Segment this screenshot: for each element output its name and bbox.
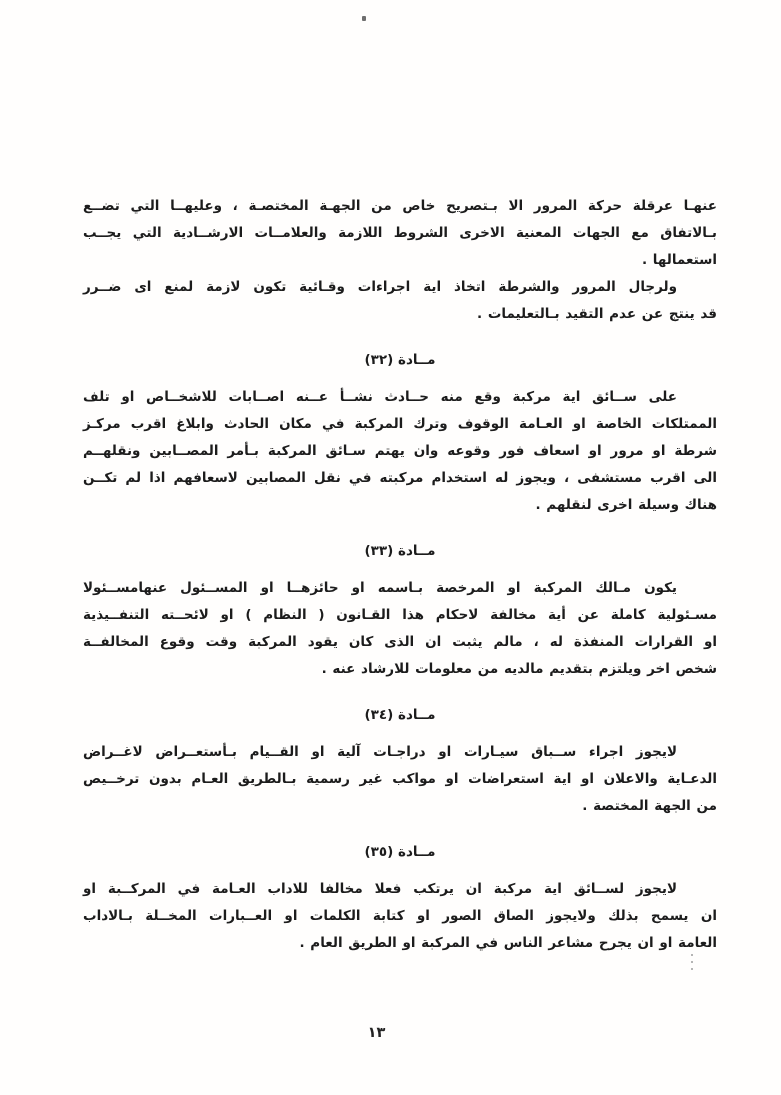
text-line: الى اقرب مستشفى ، ويجوز له استخدام مركبته في نقل المصابين لاسعافهم اذا لم تكــن bbox=[83, 470, 717, 486]
body-paragraph bbox=[83, 274, 717, 328]
text-line: او القرارات المنفذة له ، مالم يثبت ان الذى كان يقود المركبة وقت وقوع المخالفــة bbox=[83, 634, 717, 650]
article-heading: مــادة (٣٢) bbox=[364, 352, 436, 368]
body-paragraph bbox=[83, 876, 717, 957]
text-line: من الجهة المختصة . bbox=[582, 798, 717, 814]
text-line: استعمالها . bbox=[641, 252, 717, 268]
text-line: يكون مـالك المركبة او المرخصة بـاسمه او حائزهــا او المســئول عنهامســئولا bbox=[83, 580, 677, 596]
text-line: ولرجال المرور والشرطة اتخاذ اية اجراءات وقـائية تكون لازمة لمنع اى ضــرر bbox=[83, 279, 677, 295]
text-column bbox=[83, 193, 717, 957]
body-paragraph bbox=[83, 384, 717, 519]
text-line: ان يسمح بذلك ولايجوز الصاق الصور او كتابة الكلمات او العــبارات المخــلة بـالاداب bbox=[83, 908, 717, 924]
text-line: الدعـاية والاعلان او اية استعراضات او مواكب غير رسمية بـالطريق العـام بدون ترخــيص bbox=[83, 771, 717, 787]
article-heading: مــادة (٣٤) bbox=[364, 707, 436, 723]
text-line: على ســائق اية مركبة وقع منه حــادث نشــأ عــنه اصــابات للاشخــاص او تلف bbox=[83, 389, 677, 405]
text-line: شرطة او مرور او اسعاف فور وقوعه وان يهتم سـائق المركبة بـأمر المصــابين ونقلهــم bbox=[83, 443, 717, 459]
article-heading: مــادة (٣٥) bbox=[364, 844, 436, 860]
article-heading: مــادة (٣٣) bbox=[364, 543, 436, 559]
body-paragraph bbox=[83, 575, 717, 683]
text-line: مسـئولية كاملة عن أية مخالفة لاحكام هذا القـانون ( النظام ) او لائحــته التنفــيذية bbox=[83, 607, 717, 623]
text-line: لايجوز اجراء ســباق سيـارات او دراجـات آلية او القــيام بـأستعــراض لاغــراض bbox=[83, 744, 677, 760]
text-line: عنهـا عرقلة حركة المرور الا بـتصريح خاص من الجهـة المختصـة ، وعليهــا التي تضــع bbox=[83, 198, 717, 214]
text-line: العامة او ان يجرح مشاعر الناس في المركبة او الطريق العام . bbox=[299, 935, 717, 951]
scan-dotted-artifact bbox=[691, 954, 693, 974]
text-line: قد ينتج عن عدم التقيد بـالتعليمات . bbox=[477, 306, 717, 322]
scan-speck-artifact bbox=[362, 16, 366, 21]
body-paragraph bbox=[83, 739, 717, 820]
page-number: ١٣ bbox=[367, 1025, 386, 1041]
body-paragraph bbox=[83, 193, 717, 274]
text-line: لايجوز لســائق اية مركبة ان يرتكب فعلا مخالفا للاداب العـامة في المركــبة او bbox=[83, 881, 677, 897]
text-line: شخص اخر ويلتزم بتقديم مالديه من معلومات للارشاد عنه . bbox=[321, 661, 717, 677]
text-line: هناك وسيلة اخرى لنقلهم . bbox=[535, 497, 717, 513]
text-line: بـالاتفاق مع الجهات المعنية الاخرى الشروط اللازمة والعلامــات الارشــادية التي يجــب bbox=[83, 225, 717, 241]
text-line: الممتلكات الخاصة او العـامة الوقوف وترك المركبة في مكان الحادث وابلاغ اقرب مركـز bbox=[83, 416, 717, 432]
